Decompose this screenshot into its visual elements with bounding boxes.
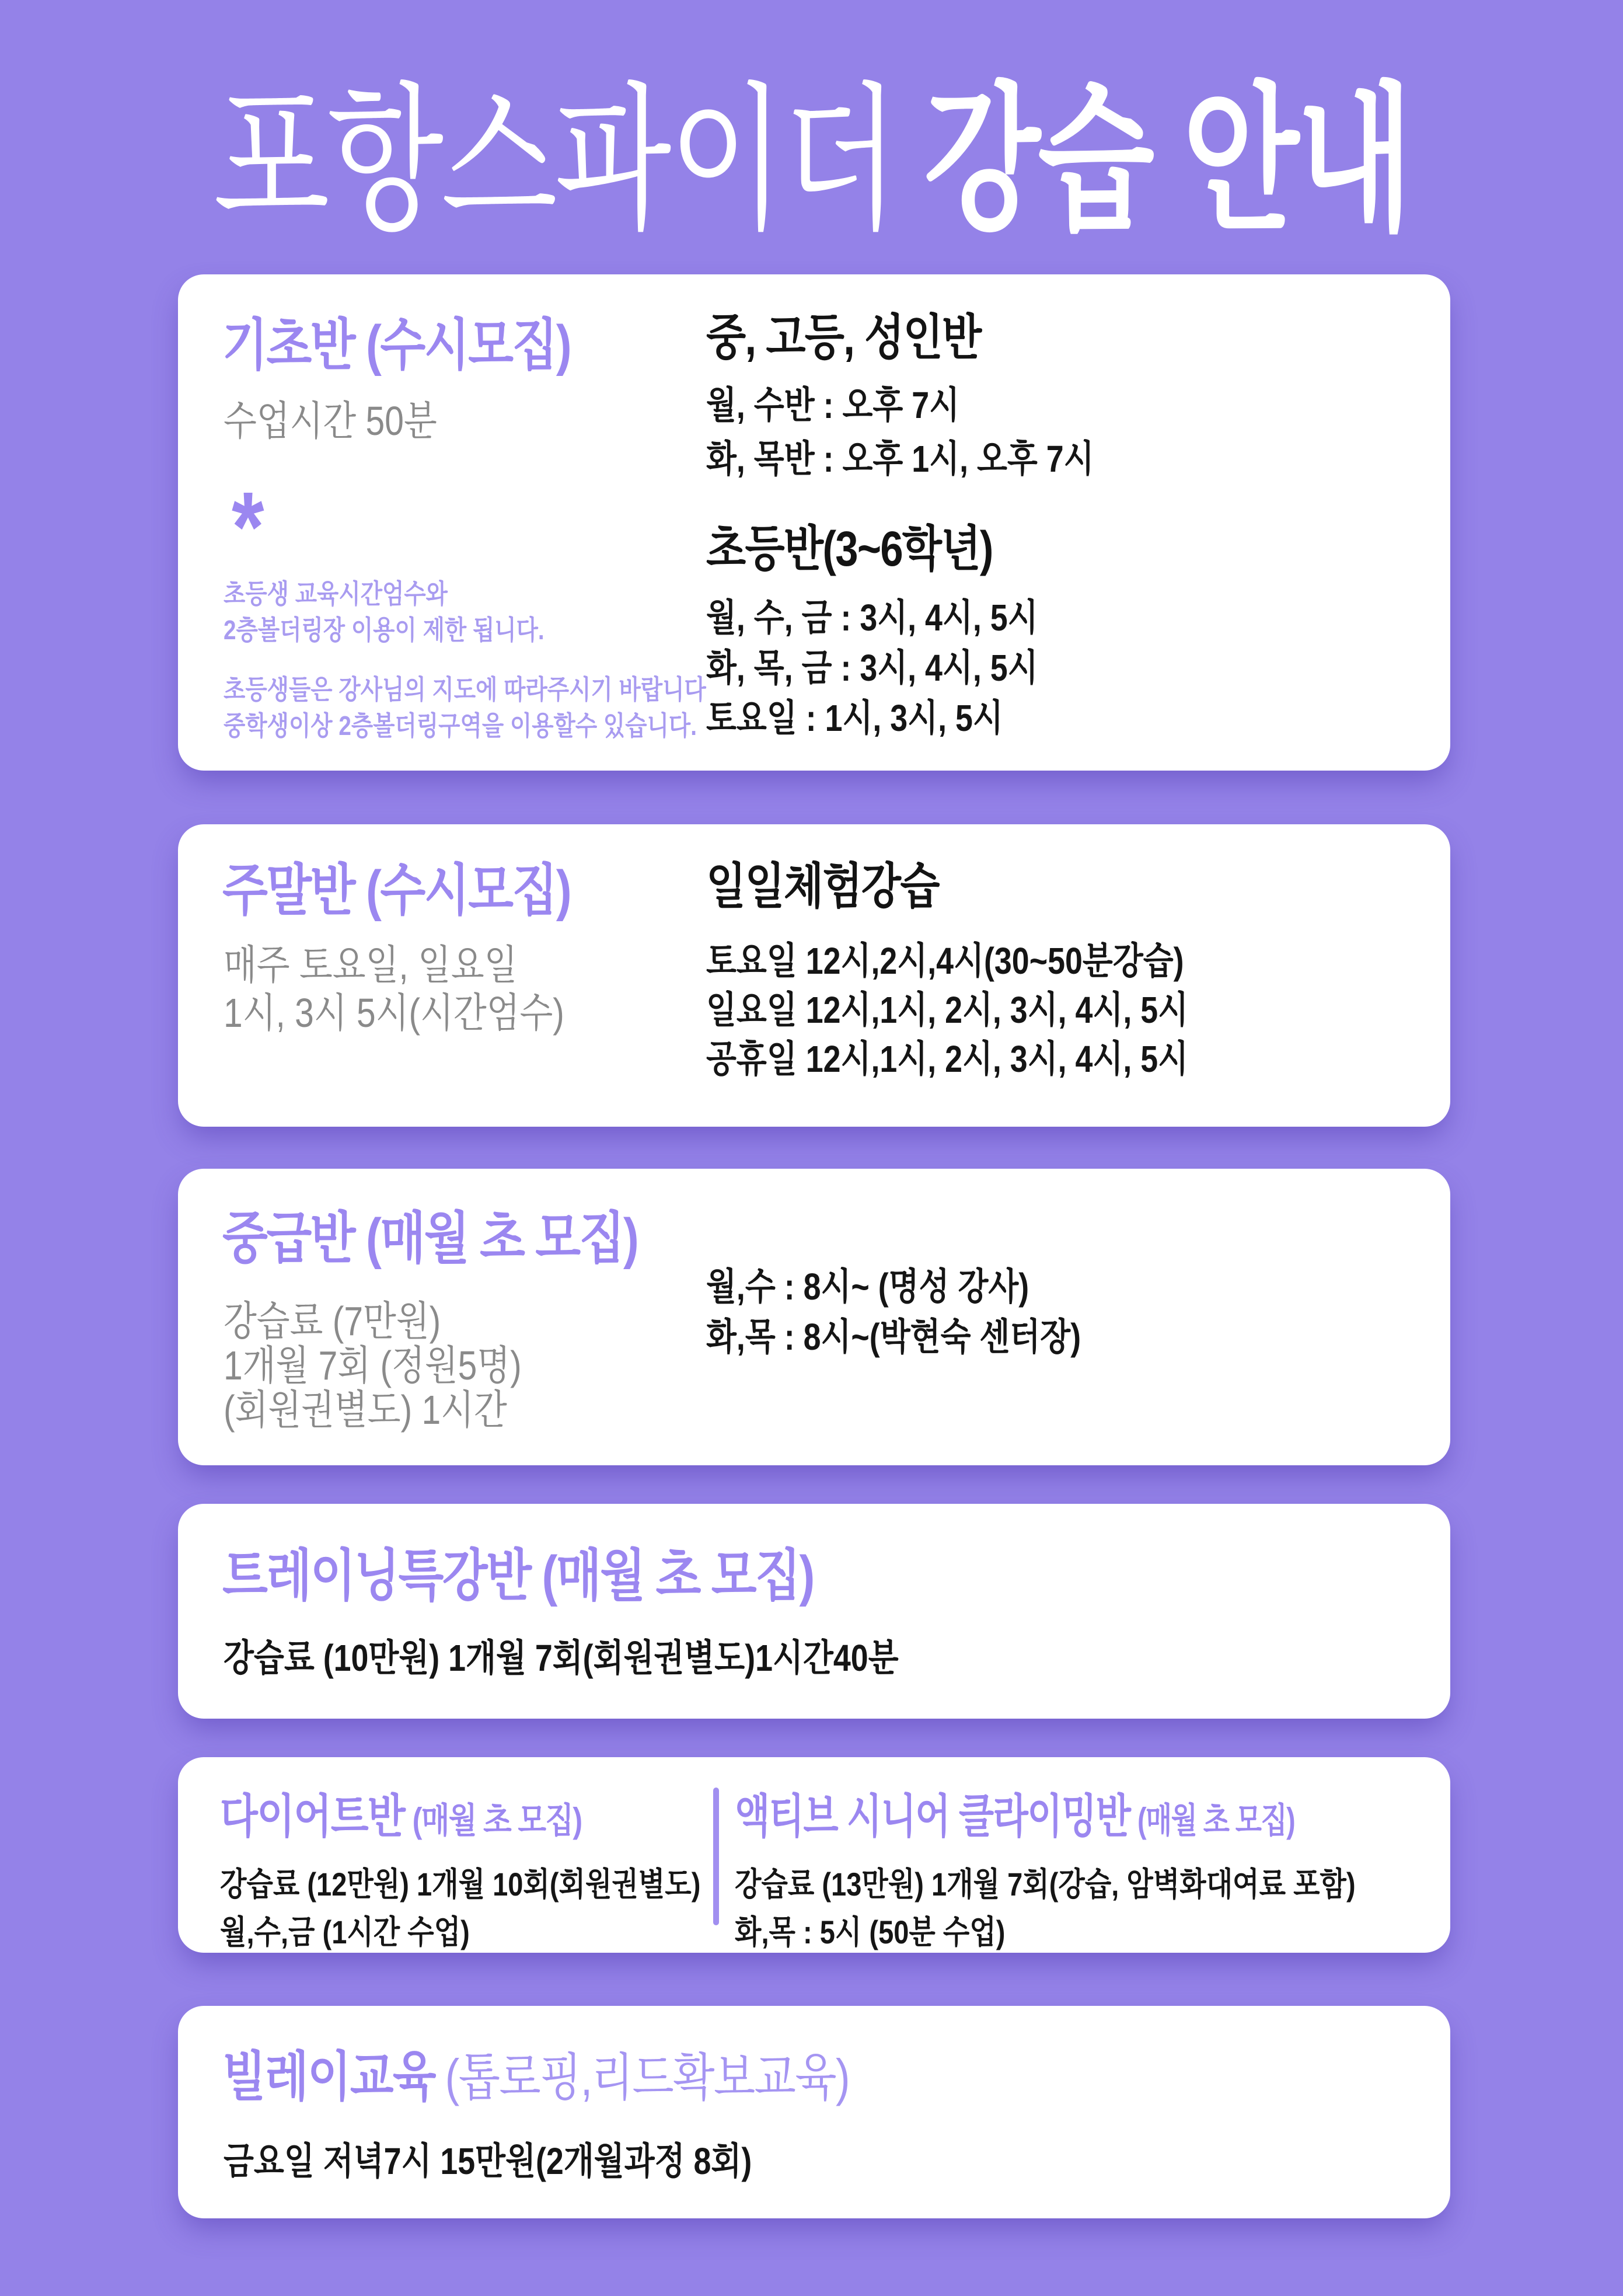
card-diet-senior-classes xyxy=(178,1757,1450,1953)
card-belay-class xyxy=(178,2006,1450,2218)
title-brand: 포항스파이더 xyxy=(212,71,896,249)
weekend-sub-line1: 매주 토요일, 일요일 xyxy=(224,942,518,988)
senior-detail-line2: 화,목 : 5시 (50분 수업) xyxy=(735,1914,1006,1950)
title-emphasis: 강습 안내 xyxy=(923,71,1411,249)
basic-note1-line2: 2층볼더링장 이용이 제한 됩니다. xyxy=(224,615,545,645)
belay-heading-suffix: (톱로핑,리드확보교육) xyxy=(445,2048,849,2106)
vertical-divider xyxy=(713,1788,719,1925)
weekend-trial-line1: 토요일 12시,2시,4시(30~50분강습) xyxy=(706,940,1184,982)
basic-teen-adult-heading: 중, 고등, 성인반 xyxy=(706,310,981,365)
intermediate-fee-line1: 강습료 (7만원) xyxy=(224,1298,441,1344)
intermediate-heading: 중급반 (매월 초 모집) xyxy=(222,1207,638,1270)
basic-heading: 기초반 (수시모집) xyxy=(222,314,571,377)
basic-teen-adult-line2: 화, 목반 : 오후 1시, 오후 7시 xyxy=(706,438,1094,480)
senior-heading-suffix: (매월 초 모집) xyxy=(1137,1801,1295,1840)
basic-duration: 수업시간 50분 xyxy=(224,398,437,444)
belay-heading-text: 빌레이교육 xyxy=(222,2047,435,2107)
diet-detail-line2: 월,수,금 (1시간 수업) xyxy=(220,1914,470,1950)
intermediate-schedule-line1: 월,수 : 8시~ (명성 강사) xyxy=(706,1266,1029,1308)
card-intermediate-class xyxy=(178,1169,1450,1465)
card-weekend-class xyxy=(178,824,1450,1127)
intermediate-schedule-line2: 화,목 : 8시~(박현숙 센터장) xyxy=(706,1316,1081,1358)
basic-teen-adult-line1: 월, 수반 : 오후 7시 xyxy=(706,384,960,426)
basic-note2-line2: 중학생이상 2층볼더링구역을 이용할수 있습니다. xyxy=(224,710,697,741)
weekend-heading: 주말반 (수시모집) xyxy=(222,859,571,922)
belay-heading xyxy=(222,2047,849,2107)
basic-elementary-line2: 화, 목, 금 : 3시, 4시, 5시 xyxy=(706,647,1038,689)
senior-heading xyxy=(735,1790,1295,1842)
intermediate-fee-line2: 1개월 7회 (정원5명) xyxy=(224,1343,522,1388)
card-training-class xyxy=(178,1504,1450,1719)
basic-note1-line1: 초등생 교육시간엄수와 xyxy=(224,579,448,609)
asterisk-icon: * xyxy=(232,472,264,583)
intermediate-fee-line3: (회원권별도) 1시간 xyxy=(224,1387,507,1433)
weekend-trial-line3: 공휴일 12시,1시, 2시, 3시, 4시, 5시 xyxy=(706,1038,1189,1080)
basic-elementary-line1: 월, 수, 금 : 3시, 4시, 5시 xyxy=(706,597,1038,639)
belay-detail: 금요일 저녁7시 15만원(2개월과정 8회) xyxy=(224,2140,752,2182)
weekend-sub-line2: 1시, 3시 5시(시간엄수) xyxy=(224,990,564,1036)
training-detail: 강습료 (10만원) 1개월 7회(회원권별도)1시간40분 xyxy=(224,1637,899,1679)
senior-heading-text: 액티브 시니어 클라이밍반 xyxy=(735,1790,1130,1842)
diet-heading xyxy=(220,1790,582,1842)
page-title xyxy=(213,69,1410,252)
basic-note2-line1: 초등생들은 강사님의 지도에 따라주시기 바랍니다 xyxy=(224,674,706,705)
weekend-trial-line2: 일요일 12시,1시, 2시, 3시, 4시, 5시 xyxy=(706,989,1189,1031)
card-basic-class xyxy=(178,274,1450,771)
basic-elementary-line3: 토요일 : 1시, 3시, 5시 xyxy=(706,697,1003,739)
diet-heading-suffix: (매월 초 모집) xyxy=(412,1801,582,1840)
senior-detail-line1: 강습료 (13만원) 1개월 7회(강습, 암벽화대여료 포함) xyxy=(735,1866,1356,1903)
diet-detail-line1: 강습료 (12만원) 1개월 10회(회원권별도) xyxy=(220,1866,701,1903)
basic-elementary-heading: 초등반(3~6학년) xyxy=(706,521,993,576)
training-heading: 트레이닝특강반 (매월 초 모집) xyxy=(222,1545,814,1607)
diet-heading-text: 다이어트반 xyxy=(220,1790,405,1842)
weekend-trial-heading: 일일체험강습 xyxy=(706,859,939,914)
